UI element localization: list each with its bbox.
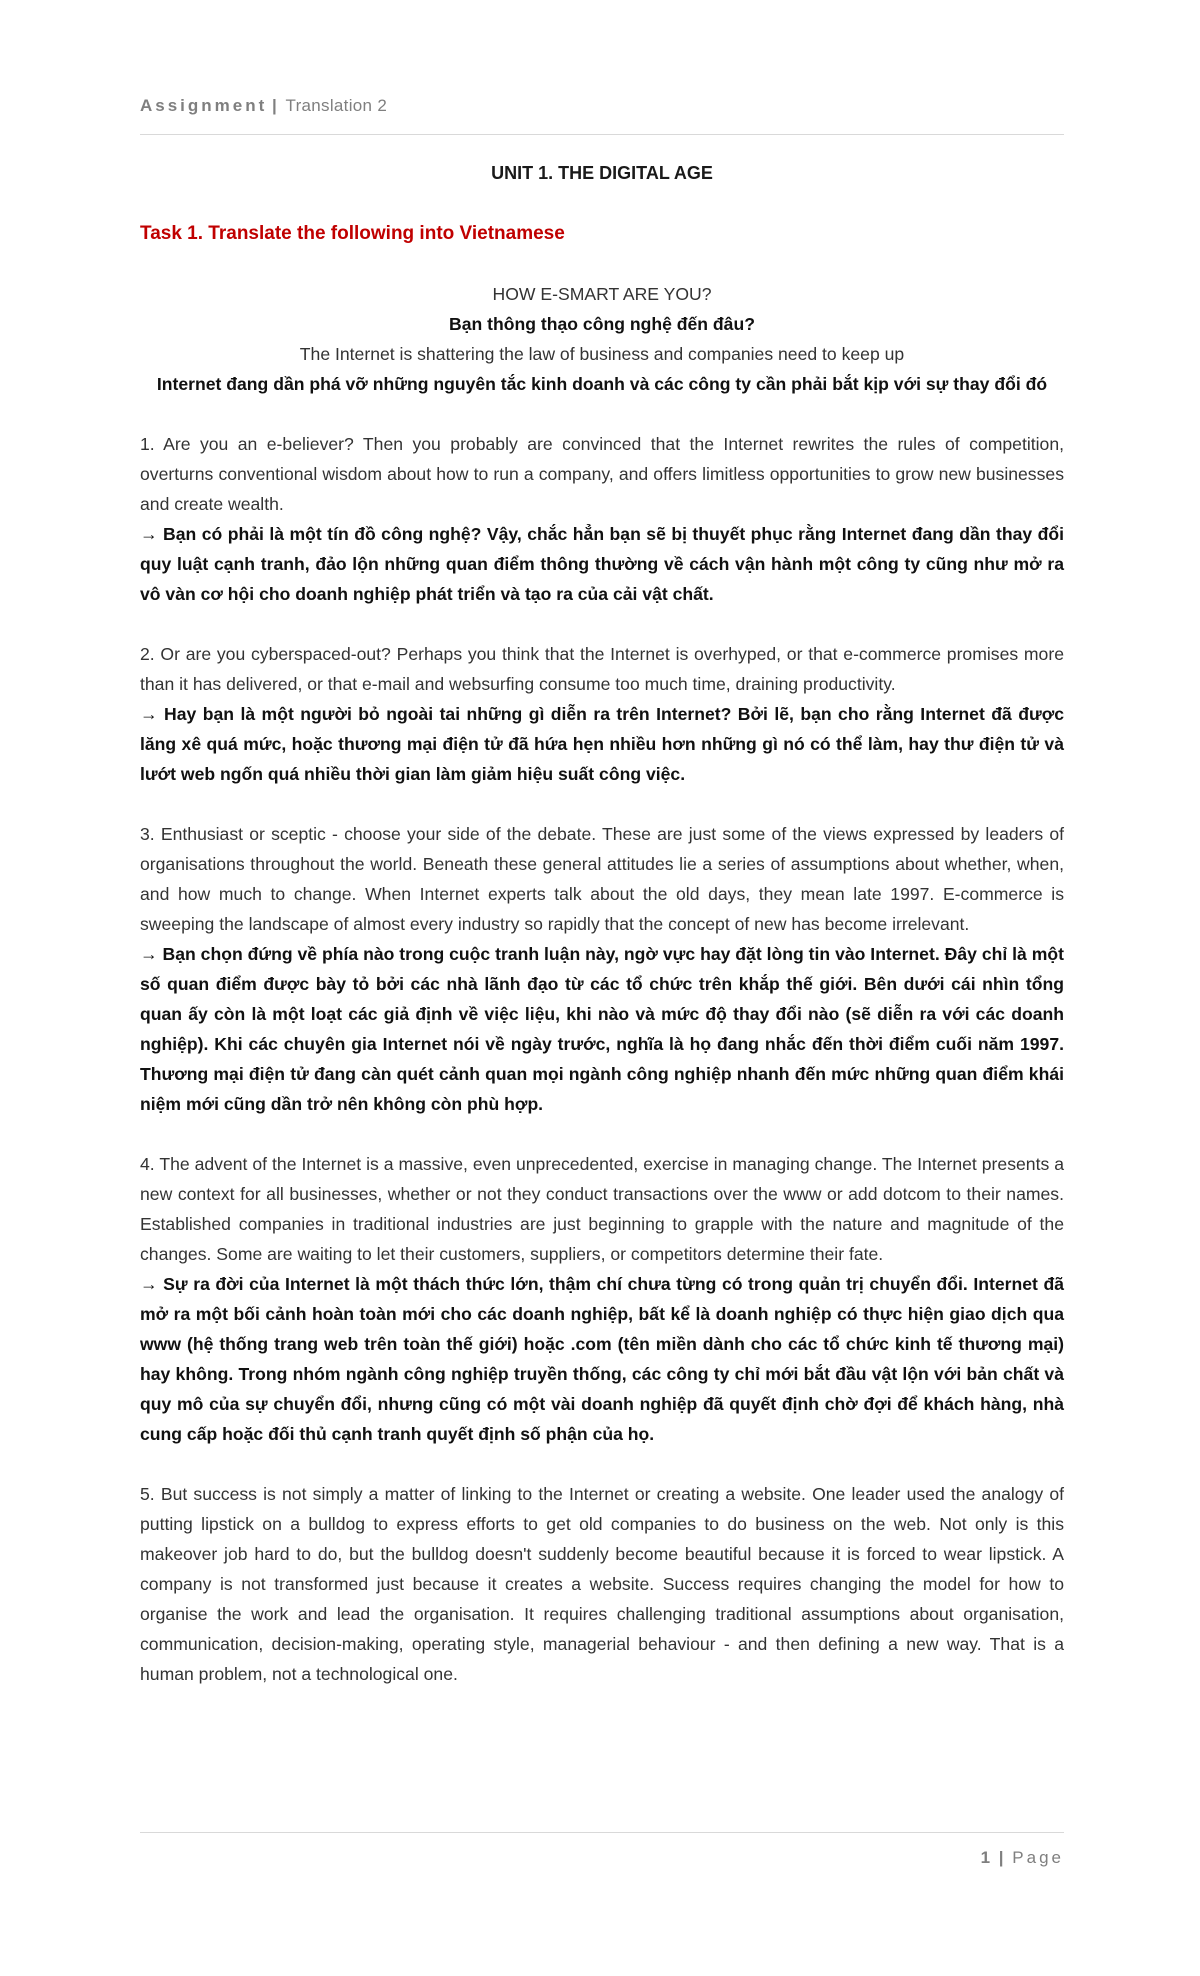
header-label: Assignment — [140, 96, 268, 115]
paragraph-4-vi: → Sự ra đời của Internet là một thách thức lớn, thậm chí chưa từng có trong quản trị chuyển đổi. Internet đã mở ra một bối cảnh hoàn toàn mới cho các doanh nghiệp, bất kể là doanh nghiệp có thực hiện giao dịch qua www (hệ thống trang web trên toàn thế giới) hoặc .com (tên miền dành cho các tổ chức kinh tế thương mại) hay không. Trong nhóm ngành công nghiệp truyền thống, các công ty chỉ mới bắt đầu vật lộn với bản chất và quy mô của sự chuyển đổi, nhưng cũng có một vài doanh nghiệp đã quyết định chờ đợi để khách hàng, nhà cung cấp hoặc đối thủ cạnh tranh quyết định số phận của họ. — [140, 1274, 1064, 1444]
page-footer — [140, 1848, 1064, 1868]
document-body — [140, 152, 1064, 1689]
unit-title: UNIT 1. THE DIGITAL AGE — [491, 163, 713, 183]
paragraph-2-vi: → Hay bạn là một người bỏ ngoài tai những gì diễn ra trên Internet? Bởi lẽ, bạn cho rằng Internet đã được lăng xê quá mức, hoặc thương mại điện tử đã hứa hẹn nhiều hơn những gì nó có thể làm, hay thư điện tử và lướt web ngốn quá nhiều thời gian làm giảm hiệu suất công việc. — [140, 704, 1064, 784]
task-title: Task 1. Translate the following into Vietnamese — [140, 223, 565, 244]
paragraph-1-vi: → Bạn có phải là một tín đồ công nghệ? Vậy, chắc hẳn bạn sẽ bị thuyết phục rằng Internet đang dần thay đổi quy luật cạnh tranh, đảo lộn những quan điểm thông thường về cách vận hành một công ty cũng như mở ra vô vàn cơ hội cho doanh nghiệp phát triển và tạo ra của cải vật chất. — [140, 524, 1064, 604]
paragraph-1-en: 1. Are you an e-believer? Then you probably are convinced that the Internet rewrites the rules of competition, overturns conventional wisdom about how to run a company, and offers limitless opportunities to grow new businesses and create wealth. — [140, 434, 1064, 514]
headline-en-title: HOW E-SMART ARE YOU? — [492, 284, 712, 304]
paragraph-3-en: 3. Enthusiast or sceptic - choose your side of the debate. These are just some of the views expressed by leaders of organisations throughout the world. Beneath these general attitudes lie a series of assumptions about whether, when, and how much to change. When Internet experts talk about the old days, they mean late 1997. E-commerce is sweeping the landscape of almost every industry so rapidly that the concept of new has become irrelevant. — [140, 824, 1064, 934]
headline-vi-title: Bạn thông thạo công nghệ đến đâu? — [449, 314, 755, 334]
page-header — [140, 96, 1060, 136]
paragraph-2-en: 2. Or are you cyberspaced-out? Perhaps you think that the Internet is overhyped, or that e-commerce promises more than it has delivered, or that e-mail and websurfing consume too much time, draining productivity. — [140, 644, 1064, 694]
header-separator: | — [272, 96, 277, 115]
header-course: Translation 2 — [285, 96, 388, 115]
footer-separator: | — [998, 1848, 1004, 1867]
footer-rule — [140, 1832, 1064, 1833]
headline-vi-subtitle: Internet đang dần phá vỡ những nguyên tắc kinh doanh và các công ty cần phải bắt kịp với sự thay đổi đó — [156, 374, 1048, 394]
headline-en-subtitle: The Internet is shattering the law of business and companies need to keep up — [299, 344, 905, 364]
paragraph-5-en: 5. But success is not simply a matter of linking to the Internet or creating a website. One leader used the analogy of putting lipstick on a bulldog to express efforts to get old companies to do business on the web. Not only is this makeover job hard to do, but the bulldog doesn't suddenly become beautiful because it is forced to wear lipstick. A company is not transformed just because it creates a website. Success requires changing the model for how to organise the work and lead the organisation. It requires challenging traditional assumptions about organisation, communication, decision-making, operating style, managerial behaviour - and then defining a new way. That is a human problem, not a technological one. — [140, 1484, 1064, 1684]
paragraph-4-en: 4. The advent of the Internet is a massive, even unprecedented, exercise in managing change. The Internet presents a new context for all businesses, whether or not they conduct transactions over the www or add dotcom to their names. Established companies in traditional industries are just beginning to grapple with the nature and magnitude of the changes. Some are waiting to let their customers, suppliers, or competitors determine their fate. — [140, 1154, 1064, 1264]
page-number: 1 — [980, 1848, 991, 1867]
header-rule — [140, 134, 1064, 135]
paragraph-3-vi: → Bạn chọn đứng về phía nào trong cuộc tranh luận này, ngờ vực hay đặt lòng tin vào Internet. Đây chỉ là một số quan điểm được bày tỏ bởi các nhà lãnh đạo từ các tổ chức trên khắp thế giới. Bên dưới cái nhìn tổng quan ấy còn là một loạt các giả định về việc liệu, khi nào và mức độ thay đổi nào (sẽ diễn ra với các doanh nghiệp). Khi các chuyên gia Internet nói về ngày trước, nghĩa là họ đang nhắc đến thời điểm cuối năm 1997. Thương mại điện tử đang càn quét cảnh quan mọi ngành công nghiệp nhanh đến mức những quan điểm khái niệm mới cũng dần trở nên không còn phù hợp. — [140, 944, 1064, 1114]
page-word: Page — [1012, 1848, 1064, 1867]
